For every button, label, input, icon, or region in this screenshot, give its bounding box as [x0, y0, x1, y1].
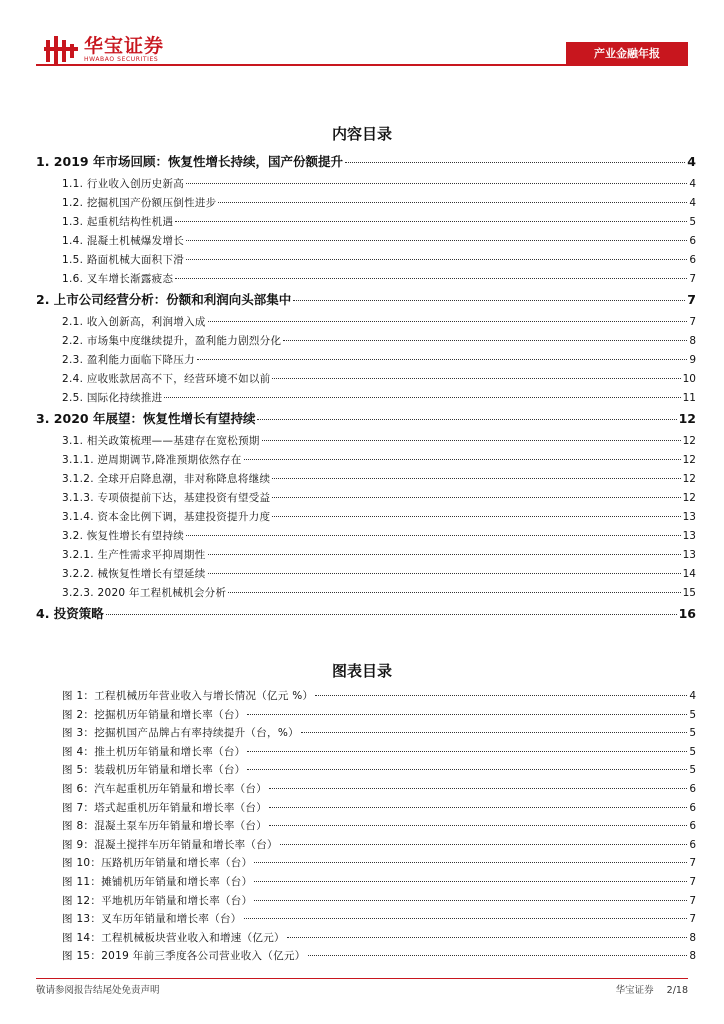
toc-leader-dots — [293, 300, 685, 301]
toc-entry-page: 12 — [682, 435, 696, 447]
figure-leader-dots — [287, 937, 688, 938]
figure-leader-dots — [247, 751, 687, 752]
figure-entry[interactable] — [36, 744, 696, 763]
toc-entry[interactable] — [36, 152, 696, 176]
figure-leader-dots — [301, 732, 687, 733]
figure-entry[interactable] — [36, 855, 696, 874]
page-header — [0, 0, 724, 70]
toc-entry-title: 2.3. 盈利能力面临下降压力 — [62, 354, 195, 366]
figure-entry-title: 图 15：2019 年前三季度各公司营业收入（亿元） — [62, 950, 306, 963]
figure-entry-title: 图 14：工程机械板块营业收入和增速（亿元） — [62, 931, 285, 944]
toc-leader-dots — [272, 516, 680, 517]
figure-leader-dots — [254, 881, 687, 882]
toc-entry-page: 5 — [689, 216, 696, 228]
figure-entry[interactable] — [36, 707, 696, 726]
figure-entry[interactable] — [36, 818, 696, 837]
toc-entry-page: 7 — [689, 316, 696, 328]
page-number: 2/18 — [666, 985, 688, 996]
toc-entry-title: 3.1.3. 专项债提前下达，基建投资有望受益 — [62, 492, 271, 504]
toc-entry-title: 3.2.3. 2020 年工程机械机会分析 — [62, 587, 227, 599]
toc-entry-title: 3.1.1. 逆周期调节,降准预期依然存在 — [62, 454, 242, 466]
toc-entry[interactable] — [36, 528, 696, 547]
figure-leader-dots — [269, 825, 687, 826]
figure-entry-page: 7 — [689, 875, 696, 888]
figure-entry-title: 图 4：推土机历年销量和增长率（台） — [62, 745, 246, 758]
table-of-contents — [36, 152, 696, 628]
figure-leader-dots — [247, 714, 687, 715]
figure-entry[interactable] — [36, 893, 696, 912]
figure-leader-dots — [280, 844, 687, 845]
toc-leader-dots — [197, 359, 687, 360]
figure-entry-page: 4 — [689, 690, 696, 702]
toc-entry[interactable] — [36, 371, 696, 390]
figure-entry-page: 6 — [689, 820, 696, 833]
figure-entry-page: 5 — [689, 764, 696, 777]
toc-entry-page: 12 — [682, 473, 696, 485]
figure-leader-dots — [247, 769, 687, 770]
figure-entry[interactable] — [36, 762, 696, 781]
figure-entry[interactable] — [36, 688, 696, 707]
toc-entry-page: 9 — [689, 354, 696, 366]
figure-entry-page: 7 — [689, 894, 696, 907]
figure-entry[interactable] — [36, 800, 696, 819]
figure-entry-title: 图 8：混凝土泵车历年销量和增长率（台） — [62, 820, 268, 833]
figure-entry-page: 8 — [689, 950, 696, 963]
toc-entry-page: 4 — [687, 154, 696, 169]
toc-entry[interactable] — [36, 509, 696, 528]
figure-entry[interactable] — [36, 911, 696, 930]
toc-entry-page: 12 — [682, 454, 696, 466]
figure-entry-title: 图 11：摊铺机历年销量和增长率（台） — [62, 875, 253, 888]
toc-entry[interactable] — [36, 233, 696, 252]
toc-leader-dots — [272, 378, 680, 379]
footer-divider — [36, 978, 688, 979]
toc-entry-title: 1.2. 挖掘机国产份额压倒性进步 — [62, 197, 217, 209]
toc-leader-dots — [218, 202, 687, 203]
toc-entry-page: 13 — [682, 530, 696, 542]
toc-entry-title: 2.1. 收入创新高，利润增入成 — [62, 316, 206, 328]
toc-entry[interactable] — [36, 409, 696, 433]
toc-entry-title: 3.1.4. 资本金比例下调，基建投资提升力度 — [62, 511, 271, 523]
figure-entry-title: 图 5：装载机历年销量和增长率（台） — [62, 764, 246, 777]
toc-leader-dots — [186, 183, 687, 184]
toc-entry-title: 3.2. 恢复性增长有望持续 — [62, 530, 185, 542]
toc-leader-dots — [272, 478, 680, 479]
toc-entry-title: 3.2.1. 生产性需求平抑周期性 — [62, 549, 206, 561]
footer-company: 华宝证券 — [615, 985, 654, 996]
footer-info — [606, 982, 688, 996]
toc-leader-dots — [186, 240, 687, 241]
toc-title: 内容目录 — [331, 125, 392, 143]
toc-entry-page: 10 — [682, 373, 696, 385]
figure-entry-title: 图 2：挖掘机历年销量和增长率（台） — [62, 708, 246, 721]
toc-entry-page: 13 — [682, 549, 696, 561]
toc-leader-dots — [164, 397, 680, 398]
toc-entry[interactable] — [36, 471, 696, 490]
toc-entry-title: 2.2. 市场集中度继续提升，盈利能力剧烈分化 — [62, 335, 282, 347]
toc-entry-title: 2.5. 国际化持续推进 — [62, 392, 163, 404]
figure-entry-title: 图 10：压路机历年销量和增长率（台） — [62, 857, 253, 870]
toc-leader-dots — [228, 592, 680, 593]
toc-entry-page: 11 — [682, 392, 696, 404]
toc-leader-dots — [175, 221, 687, 222]
figure-list-title: 图表目录 — [331, 662, 392, 680]
toc-entry[interactable] — [36, 390, 696, 409]
toc-entry-page: 7 — [689, 273, 696, 285]
figure-entry-page: 7 — [689, 913, 696, 926]
figure-leader-dots — [308, 955, 688, 956]
toc-entry-title: 2. 上市公司经营分析：份额和利润向头部集中 — [36, 292, 292, 307]
toc-leader-dots — [186, 535, 681, 536]
figure-leader-dots — [269, 807, 687, 808]
toc-leader-dots — [186, 259, 687, 260]
toc-entry-title: 1.5. 路面机械大面积下滑 — [62, 254, 185, 266]
toc-leader-dots — [208, 573, 681, 574]
figure-entry-title: 图 13：叉车历年销量和增长率（台） — [62, 913, 242, 926]
toc-entry-title: 1.4. 混凝土机械爆发增长 — [62, 235, 185, 247]
toc-entry-title: 1. 2019 年市场回顾：恢复性增长持续，国产份额提升 — [36, 154, 343, 169]
figure-leader-dots — [254, 900, 687, 901]
toc-entry-page: 13 — [682, 511, 696, 523]
figure-entry-page: 6 — [689, 801, 696, 814]
toc-entry[interactable] — [36, 314, 696, 333]
toc-entry-page: 12 — [678, 411, 696, 426]
toc-entry[interactable] — [36, 433, 696, 452]
figure-entry-title: 图 12：平地机历年销量和增长率（台） — [62, 894, 253, 907]
toc-entry-page: 15 — [682, 587, 696, 599]
toc-leader-dots — [272, 497, 680, 498]
footer-disclaimer: 敬请参阅报告结尾处免责声明 — [36, 985, 160, 996]
figure-entry-page: 6 — [689, 838, 696, 851]
figure-entry-title: 图 7：塔式起重机历年销量和增长率（台） — [62, 801, 268, 814]
figure-entry-page: 6 — [689, 782, 696, 795]
toc-entry-title: 1.3. 起重机结构性机遇 — [62, 216, 174, 228]
figure-entry-page: 5 — [689, 727, 696, 740]
figure-entry-page: 8 — [689, 931, 696, 944]
figure-entry-title: 图 6：汽车起重机历年销量和增长率（台） — [62, 782, 268, 795]
toc-entry[interactable] — [36, 195, 696, 214]
toc-leader-dots — [175, 278, 687, 279]
toc-entry[interactable] — [36, 547, 696, 566]
figure-leader-dots — [254, 862, 687, 863]
header-divider — [36, 64, 688, 66]
toc-entry-page: 14 — [682, 568, 696, 580]
toc-entry-page: 16 — [678, 606, 696, 621]
toc-entry[interactable] — [36, 271, 696, 290]
toc-leader-dots — [106, 614, 677, 615]
report-type-badge: 产业金融年报 — [566, 42, 688, 64]
logo-chinese-name: 华宝证券 — [84, 35, 165, 57]
figure-entry[interactable] — [36, 781, 696, 800]
toc-entry[interactable] — [36, 214, 696, 233]
toc-entry[interactable] — [36, 176, 696, 195]
toc-entry[interactable] — [36, 252, 696, 271]
toc-leader-dots — [244, 459, 681, 460]
figure-entry[interactable] — [36, 725, 696, 744]
toc-leader-dots — [262, 440, 681, 441]
figure-entry-title: 图 3：挖掘机国产品牌占有率持续提升（台，%） — [62, 727, 299, 740]
figure-entry-title: 图 9：混凝土搅拌车历年销量和增长率（台） — [62, 838, 278, 851]
toc-entry-title: 1.1. 行业收入创历史新高 — [62, 178, 185, 190]
toc-leader-dots — [208, 554, 681, 555]
toc-entry-page: 4 — [689, 197, 696, 209]
figure-leader-dots — [269, 788, 687, 789]
figure-entry-page: 7 — [689, 857, 696, 870]
toc-entry-title: 3.1.2. 全球开启降息潮，非对称降息将继续 — [62, 473, 271, 485]
toc-leader-dots — [257, 419, 676, 420]
figure-entry-page: 5 — [689, 745, 696, 758]
toc-entry[interactable] — [36, 452, 696, 471]
figure-entry[interactable] — [36, 930, 696, 949]
figure-leader-dots — [244, 918, 688, 919]
toc-entry-page: 7 — [687, 292, 696, 307]
toc-entry-page: 8 — [689, 335, 696, 347]
toc-entry-title: 1.6. 叉车增长渐露疲态 — [62, 273, 174, 285]
toc-entry[interactable] — [36, 290, 696, 314]
toc-entry-page: 12 — [682, 492, 696, 504]
toc-entry[interactable] — [36, 585, 696, 604]
toc-leader-dots — [208, 321, 688, 322]
toc-entry-title: 3. 2020 年展望：恢复性增长有望持续 — [36, 411, 256, 426]
toc-entry-page: 6 — [689, 254, 696, 266]
figure-entry[interactable] — [36, 837, 696, 856]
toc-leader-dots — [345, 162, 685, 163]
toc-entry[interactable] — [36, 566, 696, 585]
toc-entry[interactable] — [36, 604, 696, 628]
company-logo — [44, 36, 164, 64]
figure-list — [36, 688, 696, 967]
toc-entry[interactable] — [36, 352, 696, 371]
figure-entry[interactable] — [36, 874, 696, 893]
toc-entry-page: 6 — [689, 235, 696, 247]
hwabao-logo-icon — [44, 36, 78, 64]
toc-entry-title: 3.2.2. 械恢复性增长有望延续 — [62, 568, 206, 580]
toc-entry-title: 4. 投资策略 — [36, 606, 104, 621]
figure-entry-page: 5 — [689, 708, 696, 721]
logo-english-name: HWABAO SECURITIES — [84, 56, 159, 63]
figure-leader-dots — [315, 695, 687, 696]
toc-entry[interactable] — [36, 490, 696, 509]
toc-entry-page: 4 — [689, 178, 696, 190]
toc-entry-title: 2.4. 应收账款居高不下，经营环境不如以前 — [62, 373, 271, 385]
toc-entry[interactable] — [36, 333, 696, 352]
toc-leader-dots — [283, 340, 687, 341]
figure-entry[interactable] — [36, 948, 696, 967]
figure-entry-title: 图 1：工程机械历年营业收入与增长情况（亿元 %） — [62, 690, 314, 702]
toc-entry-title: 3.1. 相关政策梳理——基建存在宽松预期 — [62, 435, 260, 447]
